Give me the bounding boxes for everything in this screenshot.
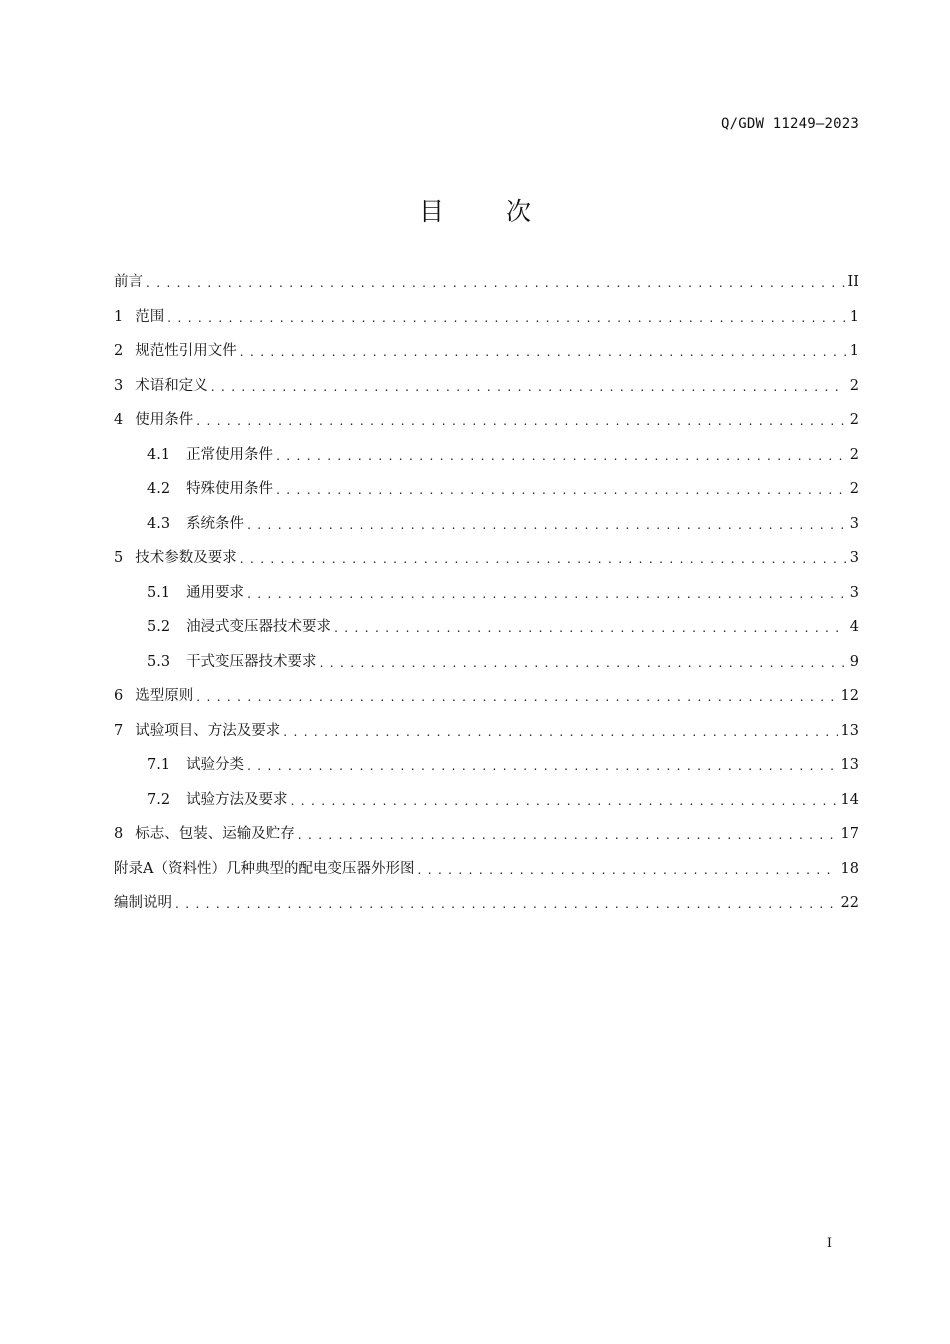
toc-entry-number: 5.1 xyxy=(147,584,171,601)
toc-dot-leader xyxy=(334,616,846,640)
toc-entry[interactable] xyxy=(114,615,859,650)
toc-entry-number: 4.2 xyxy=(147,481,171,497)
toc-entry-number: 4.3 xyxy=(147,515,171,532)
toc-entry-page: 9 xyxy=(849,653,859,670)
toc-entry-number: 5 xyxy=(114,550,124,566)
toc-entry-number: 4 xyxy=(114,412,124,428)
toc-entry-number: 5.3 xyxy=(147,653,171,670)
toc-dot-leader xyxy=(291,789,838,813)
toc-dot-leader xyxy=(211,375,846,399)
toc-entry-label: 范围 xyxy=(135,308,165,325)
toc-entry-number: 6 xyxy=(114,688,124,704)
toc-entry[interactable] xyxy=(114,443,859,478)
toc-entry-page: 17 xyxy=(840,826,859,842)
toc-dot-leader xyxy=(247,513,846,537)
toc-entry-number: 8 xyxy=(114,826,124,842)
toc-entry-label: 附录A（资料性）几种典型的配电变压器外形图 xyxy=(114,860,415,877)
toc-dot-leader xyxy=(196,409,846,433)
toc-entry[interactable] xyxy=(114,719,859,754)
toc-entry-page: 18 xyxy=(840,860,859,877)
toc-dot-leader xyxy=(247,754,837,778)
toc-entry-number: 1 xyxy=(114,308,124,325)
toc-entry-page: 12 xyxy=(840,688,859,704)
toc-entry-label: 使用条件 xyxy=(135,412,194,428)
toc-entry[interactable] xyxy=(114,857,859,892)
toc-entry-number: 4.1 xyxy=(147,446,171,463)
toc-entry-page: 3 xyxy=(849,515,859,532)
toc-entry-page: 2 xyxy=(849,446,859,463)
toc-dot-leader xyxy=(175,892,838,916)
toc-entry-label: 试验方法及要求 xyxy=(186,791,288,808)
toc-entry[interactable] xyxy=(114,512,859,547)
toc-entry-page: 14 xyxy=(840,791,859,808)
toc-entry[interactable] xyxy=(114,581,859,616)
toc-entry-label: 通用要求 xyxy=(186,584,245,601)
toc-entry[interactable] xyxy=(114,374,859,409)
toc-entry-page: 1 xyxy=(849,308,859,325)
page-number: I xyxy=(826,1236,832,1251)
toc-dot-leader xyxy=(196,685,837,709)
toc-entry-page: 3 xyxy=(849,550,859,566)
toc-dot-leader xyxy=(146,271,845,295)
toc-entry-page: 13 xyxy=(840,722,859,739)
toc-entry[interactable] xyxy=(114,753,859,788)
toc-entry-label: 选型原则 xyxy=(135,688,194,704)
toc-entry-label: 干式变压器技术要求 xyxy=(186,653,317,670)
toc-entry-label: 标志、包装、运输及贮存 xyxy=(135,826,295,842)
toc-entry-label: 特殊使用条件 xyxy=(186,481,274,497)
toc-entry[interactable] xyxy=(114,822,859,857)
toc-entry-page: 2 xyxy=(849,377,859,394)
toc-entry[interactable] xyxy=(114,270,859,305)
toc-entry-page: 22 xyxy=(840,895,859,911)
toc-entry-label: 规范性引用文件 xyxy=(135,343,237,359)
toc-entry-label: 前言 xyxy=(114,274,143,290)
toc-entry-label: 技术参数及要求 xyxy=(135,550,237,566)
toc-entry-page: 13 xyxy=(840,757,859,773)
toc-entry-label: 系统条件 xyxy=(186,515,245,532)
toc-dot-leader xyxy=(283,720,837,744)
toc-entry-label: 术语和定义 xyxy=(135,377,208,394)
toc-entry[interactable] xyxy=(114,408,859,443)
toc-entry-page: II xyxy=(847,274,859,290)
toc-entry-label: 正常使用条件 xyxy=(186,446,274,463)
toc-dot-leader xyxy=(240,340,846,364)
toc-entry[interactable] xyxy=(114,477,859,512)
toc-dot-leader xyxy=(320,651,846,675)
toc-entry[interactable] xyxy=(114,650,859,685)
toc-entry[interactable] xyxy=(114,891,859,926)
toc-entry-number: 5.2 xyxy=(147,619,171,635)
toc-dot-leader xyxy=(417,858,837,882)
toc-dot-leader xyxy=(276,444,846,468)
document-code: Q/GDW 11249—2023 xyxy=(720,116,859,132)
toc-entry[interactable] xyxy=(114,305,859,340)
toc-dot-leader xyxy=(247,582,846,606)
toc-entry-page: 2 xyxy=(849,481,859,497)
toc-entry-number: 7.2 xyxy=(147,791,171,808)
toc-entry-page: 1 xyxy=(849,343,859,359)
toc-entry-number: 7 xyxy=(114,722,124,739)
toc-dot-leader xyxy=(240,547,846,571)
toc-entry[interactable] xyxy=(114,684,859,719)
toc-entry-page: 4 xyxy=(849,619,859,635)
toc-entry-label: 试验分类 xyxy=(186,757,245,773)
toc-entry[interactable] xyxy=(114,546,859,581)
toc-entry-number: 7.1 xyxy=(147,757,171,773)
toc-entry-label: 编制说明 xyxy=(114,895,172,911)
toc-entry-label: 试验项目、方法及要求 xyxy=(135,722,281,739)
toc-dot-leader xyxy=(298,823,838,847)
toc-entry[interactable] xyxy=(114,339,859,374)
toc-title: 目次 xyxy=(418,197,593,226)
toc-entry-number: 2 xyxy=(114,343,124,359)
toc-dot-leader xyxy=(276,478,846,502)
toc-entry-label: 油浸式变压器技术要求 xyxy=(186,619,332,635)
toc-entry-page: 3 xyxy=(849,584,859,601)
toc-entry[interactable] xyxy=(114,788,859,823)
table-of-contents xyxy=(114,270,859,926)
toc-entry-number: 3 xyxy=(114,377,124,394)
toc-entry-page: 2 xyxy=(849,412,859,428)
toc-dot-leader xyxy=(167,306,846,330)
